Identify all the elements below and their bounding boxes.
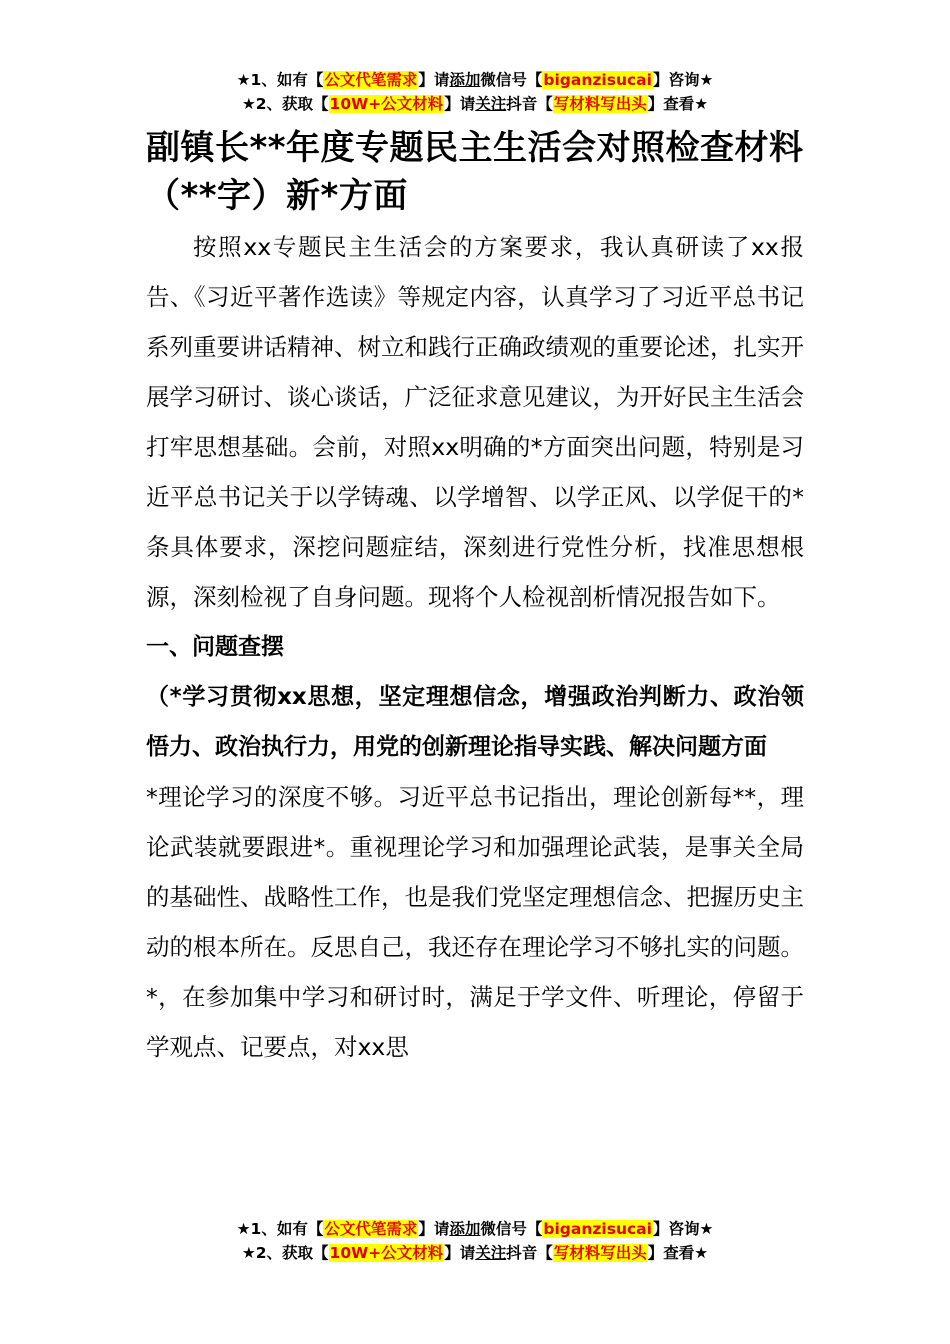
section-heading: 一、问题查摆 <box>146 634 284 660</box>
highlight-wechat-id: biganzisucai <box>543 1220 652 1238</box>
highlight-service: 公文代笔需求 <box>324 71 418 89</box>
promo-banner-top <box>0 68 950 116</box>
promo-line-2: ★2、获取【10W+公文材料】请关注抖音【写材料写出头】查看★ <box>241 95 709 113</box>
highlight-materials: 10W+公文材料 <box>329 95 444 113</box>
document-body <box>146 222 804 1072</box>
intro-paragraph: 按照xx专题民主生活会的方案要求，我认真研读了xx报告、《习近平著作选读》等规定内容，认真学习了习近平总书记系列重要讲话精神、树立和践行正确政绩观的重要论述，扎实开展学习研讨、谈心谈话，广泛征求意见建议，为开好民主生活会打牢思想基础。会前，对照xx明确的*方面突出问题，特别是习近平总书记关于以学铸魂、以学增智、以学正风、以学促干的*条具体要求，深挖问题症结，深刻进行党性分析，找准思想根源，深刻检视了自身问题。现将个人检视剖析情况报告如下。 <box>146 233 804 611</box>
highlight-wechat-id: biganzisucai <box>543 71 652 89</box>
highlight-douyin-account: 写材料写出头 <box>553 95 647 113</box>
highlight-douyin-account: 写材料写出头 <box>553 1244 647 1262</box>
highlight-service: 公文代笔需求 <box>324 1220 418 1238</box>
highlight-materials: 10W+公文材料 <box>329 1244 444 1262</box>
promo-line-1: ★1、如有【公文代笔需求】请添加微信号【biganzisucai】咨询★ <box>236 1220 714 1238</box>
body-paragraph: *理论学习的深度不够。习近平总书记指出，理论创新每**，理论武装就要跟进*。重视理论学习和加强理论武装，是事关全局的基础性、战略性工作，也是我们党坚定理想信念、把握历史主动的根本所在。反思自己，我还存在理论学习不够扎实的问题。*，在参加集中学习和研讨时，满足于学文件、听理论，停留于学观点、记要点，对xx思 <box>146 783 804 1061</box>
promo-line-1: ★1、如有【公文代笔需求】请添加微信号【biganzisucai】咨询★ <box>236 71 714 89</box>
promo-line-2: ★2、获取【10W+公文材料】请关注抖音【写材料写出头】查看★ <box>241 1244 709 1262</box>
document-title: 副镇长**年度专题民主生活会对照检查材料（**字）新*方面 <box>146 128 804 216</box>
promo-banner-bottom <box>0 1217 950 1265</box>
subsection-heading: （*学习贯彻xx思想，坚定理想信念，增强政治判断力、政治领悟力、政治执行力，用党的创新理论指导实践、解决问题方面 <box>146 684 804 760</box>
